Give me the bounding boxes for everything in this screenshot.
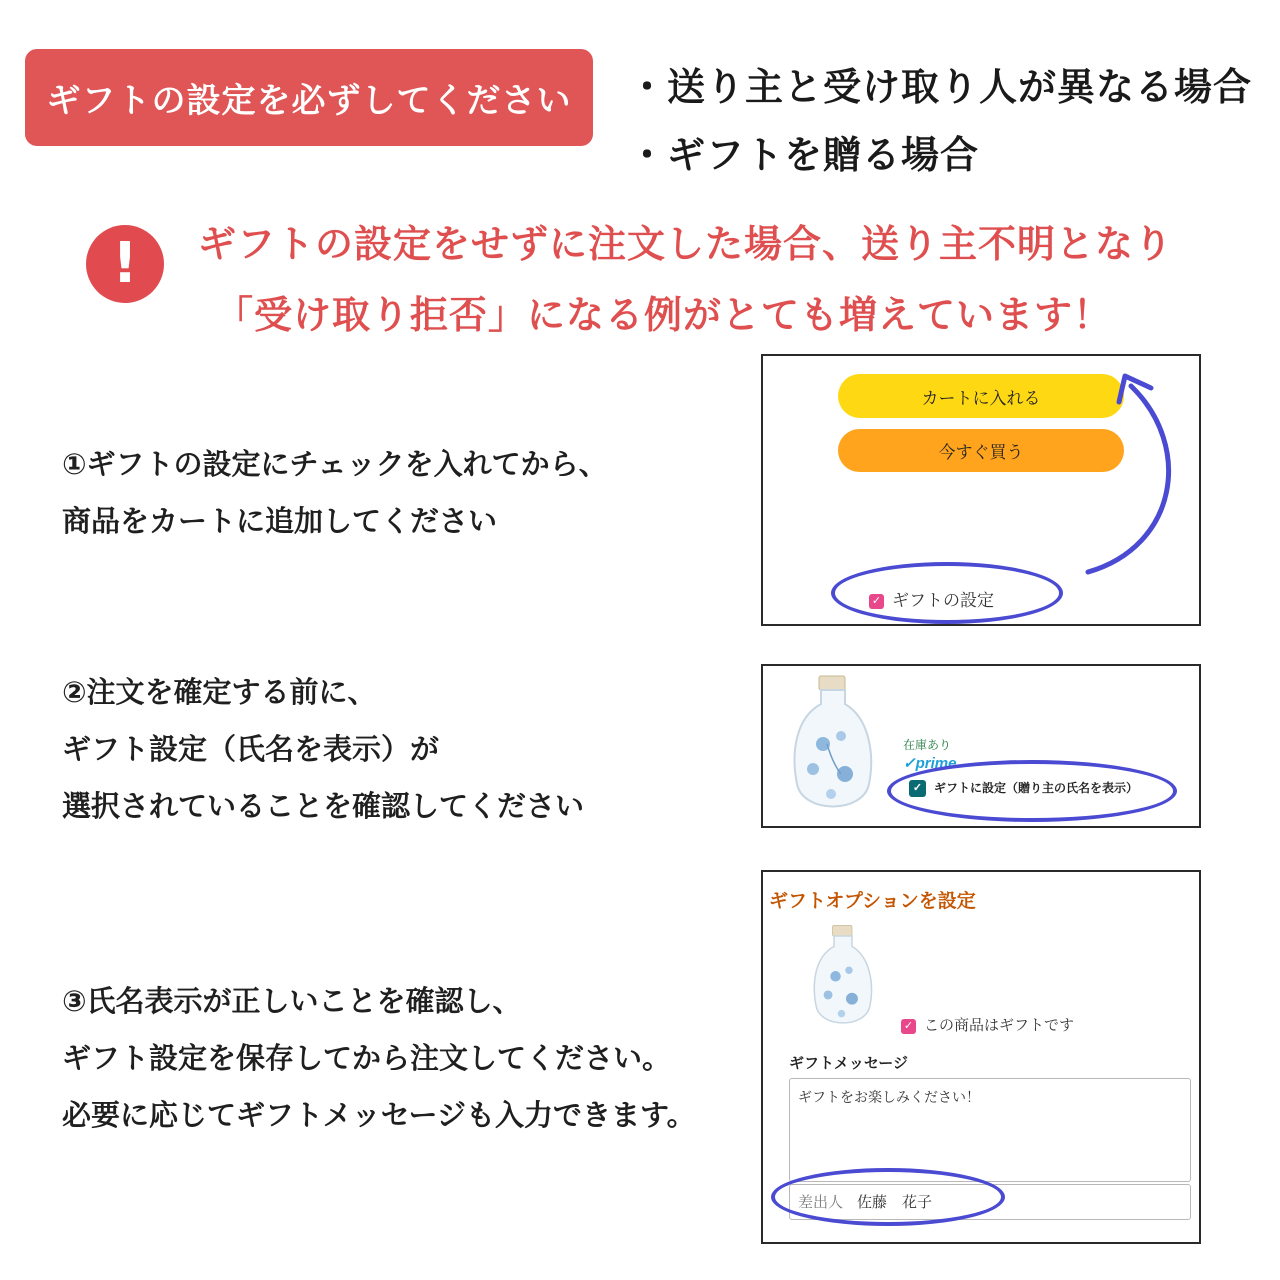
this-is-gift-label: この商品はギフトです [924, 1017, 1075, 1034]
step-2-line-2: ギフト設定（氏名を表示）が [62, 732, 440, 766]
bullet-sender-differs: ・送り主と受け取り人が異なる場合 [628, 65, 1253, 109]
step-1-text [62, 436, 608, 550]
gift-display-name-checkbox[interactable] [909, 779, 1138, 797]
prime-badge: ✓prime [903, 755, 957, 772]
checkbox-checked-icon: ✓ [909, 780, 926, 797]
gift-options-title: ギフトオプションを設定 [769, 891, 976, 912]
step-3-text [62, 973, 696, 1144]
step-3-line-1: ③氏名表示が正しいことを確認し、 [62, 984, 522, 1018]
buy-now-button[interactable]: 今すぐ買う [838, 429, 1124, 472]
gift-display-name-label: ギフトに設定（贈り主の氏名を表示） [934, 781, 1139, 795]
checkbox-checked-icon: ✓ [869, 594, 884, 609]
warning-line-2: 「受け取り拒否」になる例がとても増えています！ [215, 293, 1113, 337]
gift-message-textarea[interactable]: ギフトをお楽しみください！ [789, 1078, 1191, 1182]
step-2-line-3: 選択されていることを確認してください [62, 789, 585, 823]
gift-setting-checkbox[interactable] [869, 586, 994, 611]
gift-required-badge: ギフトの設定を必ずしてください [25, 49, 593, 146]
add-to-cart-button[interactable]: カートに入れる [838, 374, 1124, 418]
step-1-line-1: ①ギフトの設定にチェックを入れてから、 [62, 447, 608, 481]
step-3-line-3: 必要に応じてギフトメッセージも入力できます。 [62, 1098, 696, 1132]
panel-gift-options [761, 870, 1201, 1244]
warning-line-1: ギフトの設定をせずに注文した場合、送り主不明となり [198, 222, 1174, 266]
gift-setting-label: ギフトの設定 [892, 591, 994, 610]
sender-name-value: 佐藤 花子 [857, 1194, 933, 1211]
step-2-line-1: ②注文を確定する前に、 [62, 675, 377, 709]
in-stock-label: 在庫あり [903, 738, 952, 752]
panel-product-gift [761, 664, 1201, 828]
product-bottle-image [783, 674, 883, 824]
sender-label: 差出人 [798, 1194, 844, 1211]
panel-add-to-cart [761, 354, 1201, 626]
sender-name-field[interactable] [789, 1184, 1191, 1220]
this-is-gift-checkbox[interactable] [901, 1014, 1074, 1035]
checkbox-checked-icon: ✓ [901, 1019, 916, 1034]
step-3-line-2: ギフト設定を保存してから注文してください。 [62, 1041, 672, 1075]
product-bottle-image [803, 924, 883, 1036]
exclamation-icon: ! [86, 225, 164, 303]
step-1-line-2: 商品をカートに追加してください [62, 504, 498, 538]
step-2-text [62, 664, 584, 835]
gift-message-label: ギフトメッセージ [789, 1055, 908, 1072]
bullet-sending-gift: ・ギフトを贈る場合 [628, 133, 980, 177]
